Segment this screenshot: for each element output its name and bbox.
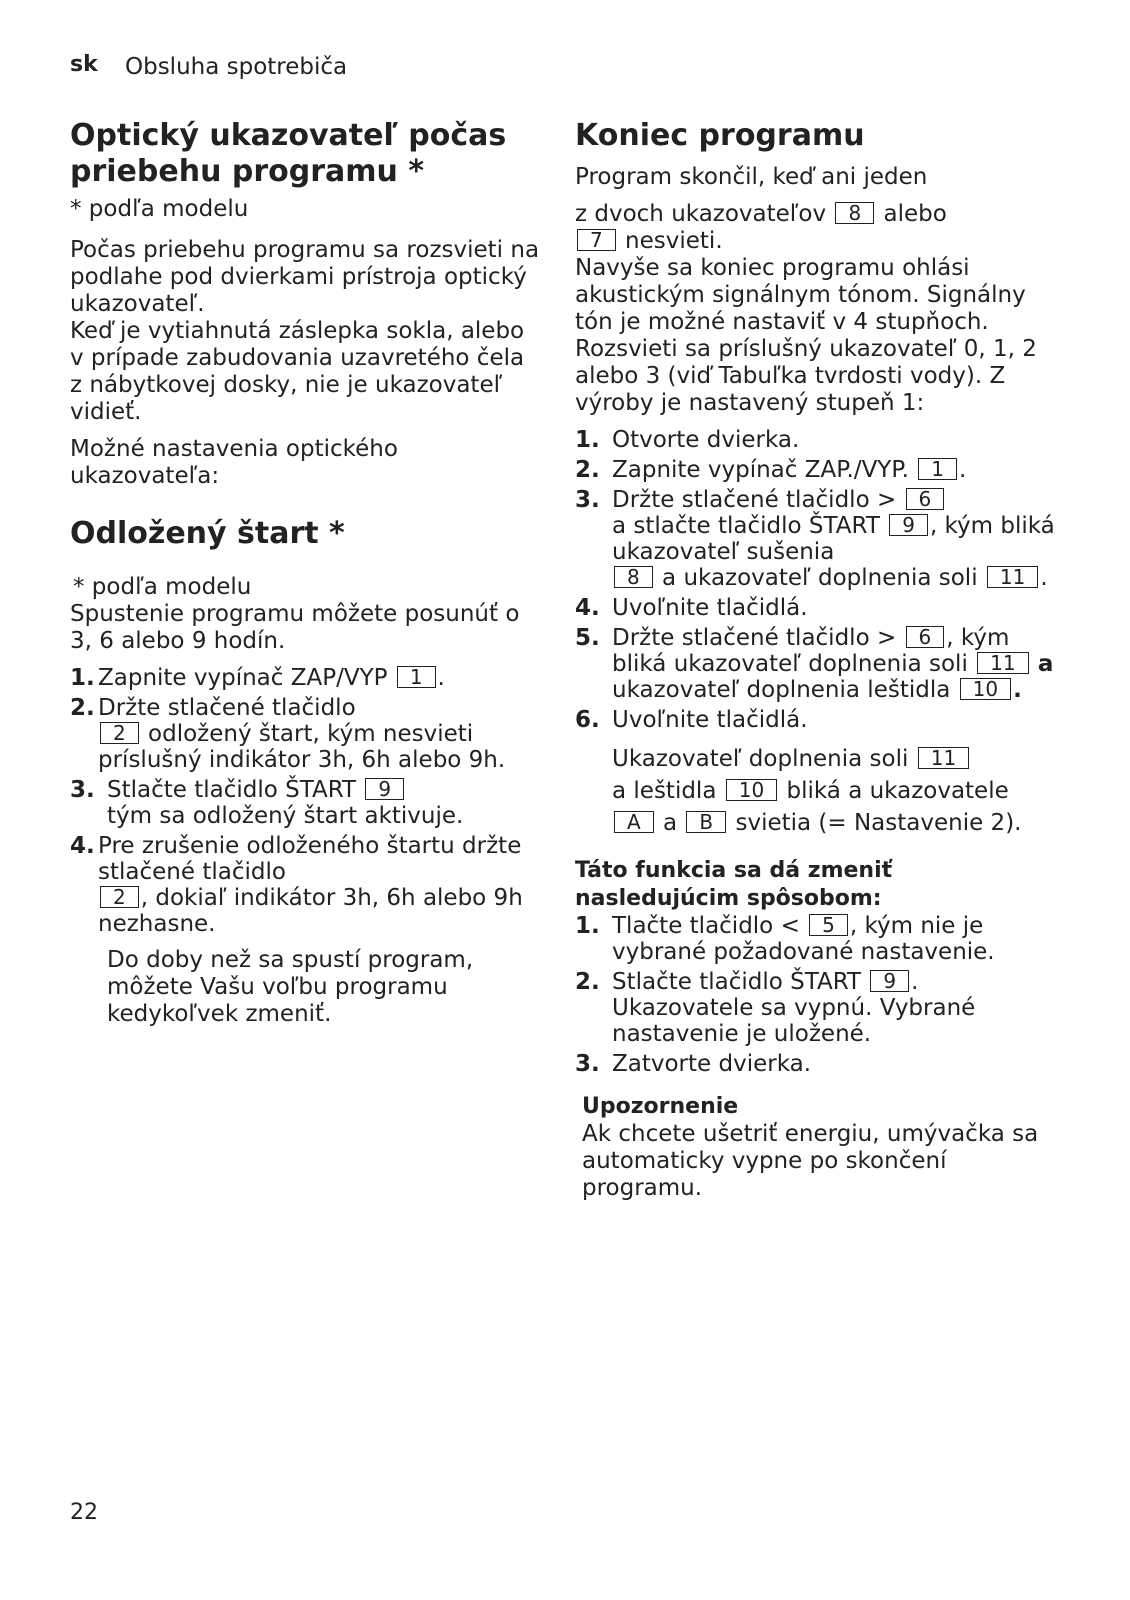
step-number: 3. xyxy=(575,487,600,513)
indicator-ref-box: A xyxy=(614,811,654,833)
delayed-start-steps xyxy=(70,665,540,937)
subheading: Táto funkcia sa dá zmeniť nasledujúcim spôsobom: xyxy=(575,858,893,911)
indicator-ref-box: 10 xyxy=(960,678,1011,700)
list-item xyxy=(575,427,1055,453)
step-text: , dokiaľ indikátor 3h, 6h alebo 9h nezhasne. xyxy=(98,885,523,937)
step-number: 6. xyxy=(575,707,600,733)
header-title: Obsluha spotrebiča xyxy=(125,54,348,80)
change-setting-steps xyxy=(575,913,1055,1077)
indicator-ref-box: 8 xyxy=(835,202,874,224)
paragraph: Program skončil, keď ani jeden xyxy=(575,164,928,190)
button-ref-box: 2 xyxy=(100,722,139,744)
paragraph xyxy=(575,743,1055,839)
step-text: . xyxy=(1013,677,1022,703)
section-title-program-end: Koniec programu xyxy=(575,118,865,153)
step-text: a ukazovateľ doplnenia soli xyxy=(662,565,978,591)
paragraph: Spustenie programu môžete posunúť o 3, 6 alebo 9 hodín. xyxy=(70,601,520,654)
section-title-optical-indicator: Optický ukazovateľ počas priebehu programu * xyxy=(70,118,507,189)
text: svietia (= Nastavenie 2). xyxy=(735,810,1022,836)
indicator-ref-box: 11 xyxy=(918,747,969,769)
text: alebo xyxy=(883,201,947,227)
list-item xyxy=(70,695,540,773)
step-text: Držte stlačené tlačidlo xyxy=(98,695,356,721)
indicator-ref-box: 8 xyxy=(614,566,653,588)
indicator-ref-box: B xyxy=(686,811,726,833)
text: nesvieti. xyxy=(625,228,723,254)
step-text: Držte stlačené tlačidlo > xyxy=(612,625,897,651)
language-code: sk xyxy=(70,52,98,77)
step-number: 2. xyxy=(70,695,95,721)
step-text: , kým nie je vybrané požadované nastavenie. xyxy=(612,913,995,965)
step-text: Stlačte tlačidlo ŠTART xyxy=(612,969,862,995)
button-ref-box: 5 xyxy=(809,914,848,936)
step-number: 4. xyxy=(70,833,95,859)
step-text: Zapnite vypínač ZAP/VYP xyxy=(98,665,388,691)
button-ref-box: 1 xyxy=(397,666,436,688)
text: z dvoch ukazovateľov xyxy=(575,201,827,227)
step-text: , kým bliká ukazovateľ doplnenia soli xyxy=(612,625,1010,677)
step-number: 3. xyxy=(70,777,95,803)
button-ref-box: 6 xyxy=(906,488,945,510)
step-text: odložený štart, kým nesvieti príslušný indikátor 3h, 6h alebo 9h. xyxy=(98,721,506,773)
button-ref-box: 1 xyxy=(918,458,957,480)
step-text: Zapnite vypínač ZAP./VYP. xyxy=(612,457,909,483)
list-item xyxy=(70,777,540,829)
step-text: Stlačte tlačidlo ŠTART xyxy=(107,777,357,803)
step-number: 1. xyxy=(575,913,600,939)
indicator-ref-box: 7 xyxy=(577,229,616,251)
paragraph: Počas priebehu programu sa rozsvieti na podlahe pod dvierkami prístroja optický ukazovateľ. xyxy=(70,237,540,317)
list-item xyxy=(575,625,1055,703)
list-item xyxy=(575,457,1055,483)
step-text: . xyxy=(437,665,445,691)
step-text: Otvorte dvierka. xyxy=(612,427,800,453)
step-text: , kým bliká ukazovateľ sušenia xyxy=(612,513,1055,565)
step-number: 5. xyxy=(575,625,600,651)
list-item xyxy=(575,487,1055,591)
note-title: Upozornenie xyxy=(582,1094,739,1119)
list-item xyxy=(575,1051,1055,1077)
step-number: 2. xyxy=(575,969,600,995)
paragraph: Keď je vytiahnutá záslepka sokla, alebo v prípade zabudovania uzavretého čela z nábytkovej dosky, nie je ukazovateľ vidieť. xyxy=(70,318,525,425)
paragraph: Navyše sa koniec programu ohlási akustickým signálnym tónom. Signálny tón je možné nastaviť v 4 stupňoch. Rozsvieti sa príslušný ukazovateľ 0, 1, 2 alebo 3 (viď Tabuľka tvrdosti vody). Z výroby je nastavený stupeň 1: xyxy=(575,255,1037,416)
model-note: * podľa modelu xyxy=(73,574,252,600)
step-number: 1. xyxy=(70,665,95,691)
step-text: Držte stlačené tlačidlo > xyxy=(612,487,897,513)
paragraph: Možné nastavenia optického ukazovateľa: xyxy=(70,436,398,489)
step-number: 2. xyxy=(575,457,600,483)
list-item xyxy=(70,833,540,937)
page-number: 22 xyxy=(70,1500,98,1525)
step-text: a stlačte tlačidlo ŠTART xyxy=(612,513,880,539)
step-text: ukazovateľ doplnenia leštidla xyxy=(612,677,951,703)
list-item xyxy=(575,969,1055,1047)
list-item xyxy=(575,707,1055,733)
step-number: 1. xyxy=(575,427,600,453)
step-number: 3. xyxy=(575,1051,600,1077)
list-item xyxy=(575,913,1055,965)
step-text: Uvoľnite tlačidlá. xyxy=(612,595,808,621)
step-number: 4. xyxy=(575,595,600,621)
bold-text: a xyxy=(1037,651,1054,677)
step-text: . Ukazovatele sa vypnú. Vybrané nastavenie je uložené. xyxy=(612,969,976,1047)
list-item xyxy=(70,665,540,691)
text: bliká a ukazovatele xyxy=(786,778,1009,804)
program-end-steps xyxy=(575,427,1055,733)
model-note: * podľa modelu xyxy=(70,196,249,222)
note-body: Ak chcete ušetriť energiu, umývačka sa automaticky vypne po skončení programu. xyxy=(582,1121,1039,1201)
indicator-ref-box: 11 xyxy=(977,652,1028,674)
step-text: . xyxy=(1040,565,1048,591)
left-column xyxy=(70,118,540,1028)
list-item xyxy=(575,595,1055,621)
step-text: Zatvorte dvierka. xyxy=(612,1051,812,1077)
paragraph xyxy=(575,201,1055,255)
step-text: . xyxy=(959,457,967,483)
step-text: Tlačte tlačidlo < xyxy=(612,913,800,939)
indicator-ref-box: 11 xyxy=(987,566,1038,588)
paragraph: Do doby než sa spustí program, môžete Vašu voľbu programu kedykoľvek zmeniť. xyxy=(107,947,474,1027)
button-ref-box: 9 xyxy=(365,778,404,800)
button-ref-box: 9 xyxy=(870,970,909,992)
right-column xyxy=(575,118,1055,1202)
text: a leštidla xyxy=(612,778,717,804)
button-ref-box: 9 xyxy=(889,514,928,536)
button-ref-box: 2 xyxy=(100,886,139,908)
indicator-ref-box: 10 xyxy=(726,779,777,801)
button-ref-box: 6 xyxy=(906,626,945,648)
text: Ukazovateľ doplnenia soli xyxy=(612,746,909,772)
step-text: tým sa odložený štart aktivuje. xyxy=(107,803,464,829)
section-title-delayed-start: Odložený štart * xyxy=(70,516,345,551)
step-text: Uvoľnite tlačidlá. xyxy=(612,707,808,733)
step-text: Pre zrušenie odloženého štartu držte stlačené tlačidlo xyxy=(98,833,522,885)
text: a xyxy=(663,810,678,836)
